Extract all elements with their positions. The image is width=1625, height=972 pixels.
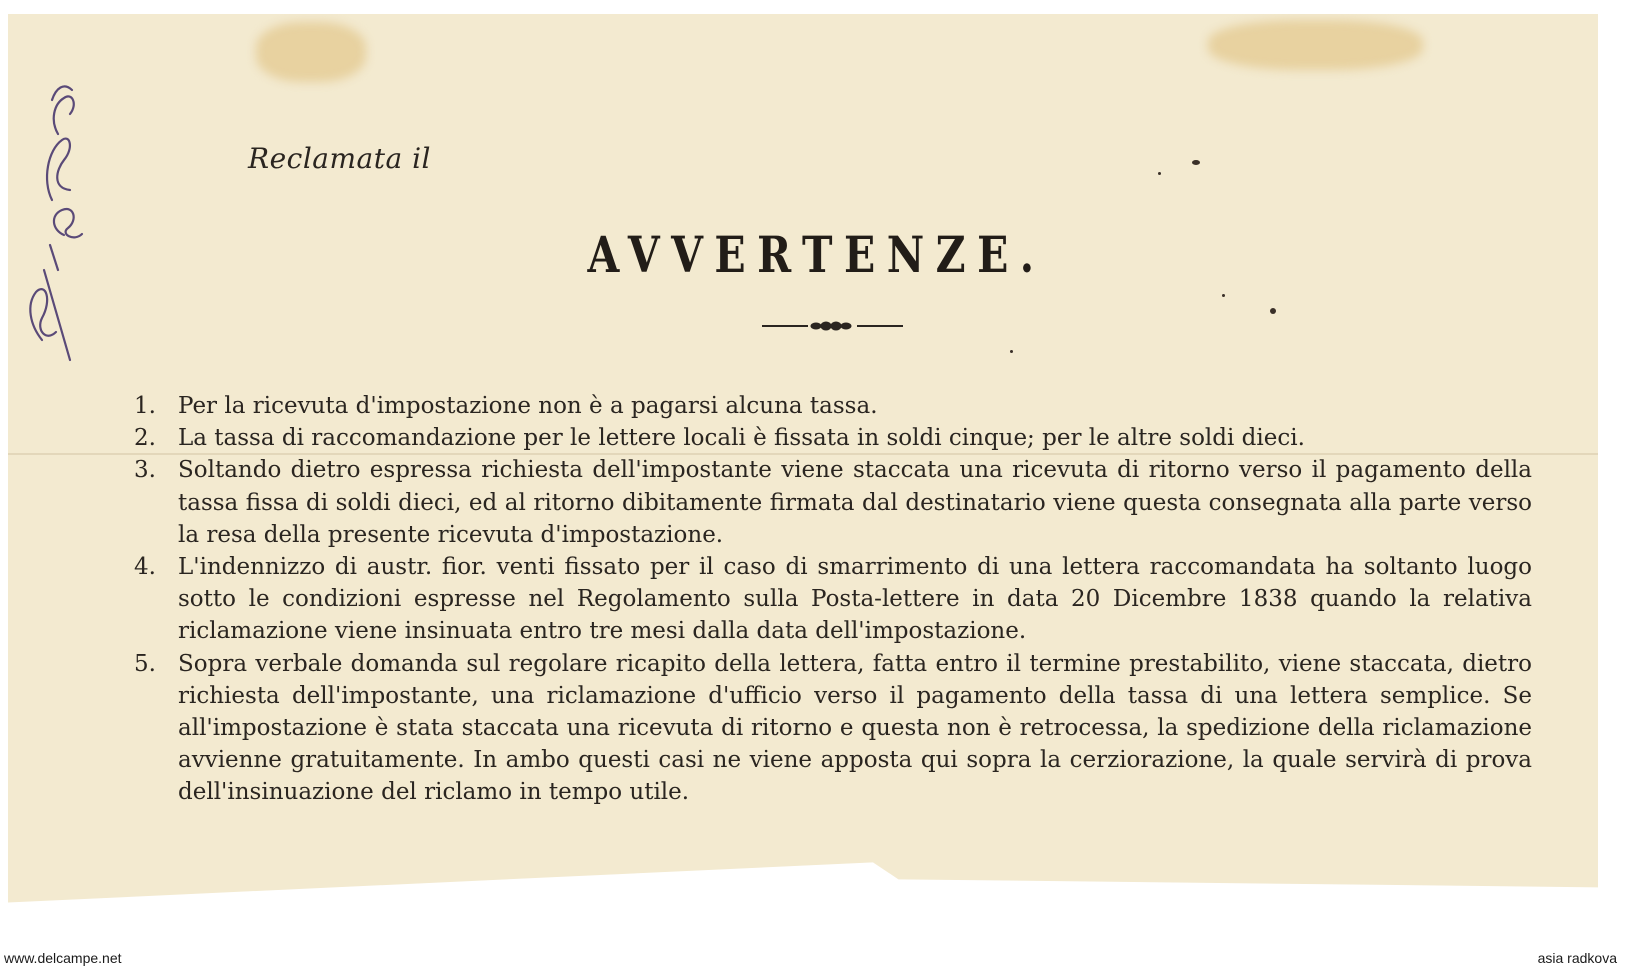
paper-stain — [1208, 20, 1423, 70]
item-text: L'indennizzo di austr. fior. venti fissato per il caso di smarrimento di una lettera raccomandata ha soltanto luogo sotto le condizioni espresse nel Regolamento sulla Posta-lettere in data 20 Dicembre 1838 quando la relativa riclamazione viene insinuata entro tre mesi dalla data dell'impostazione. — [178, 554, 1532, 645]
list-item — [134, 648, 1532, 809]
list-item — [134, 390, 1532, 422]
list-item — [134, 551, 1532, 648]
seller-name: asia radkova — [1537, 950, 1617, 966]
ink-speck — [1010, 350, 1013, 353]
reclamata-label: Reclamata il — [248, 142, 431, 175]
ornament-divider-icon — [760, 318, 905, 334]
list-item — [134, 454, 1532, 551]
paper-stain — [256, 22, 366, 82]
list-item — [134, 422, 1532, 454]
item-number: 2. — [134, 425, 156, 452]
source-watermark: www.delcampe.net — [4, 950, 122, 966]
item-number: 3. — [134, 457, 156, 484]
item-text: Soltando dietro espressa richiesta dell'impostante viene staccata una ricevuta di ritorno verso il pagamento della tassa fissa di soldi dieci, ed al ritorno dibitamente firmata dal destinatario viene questa consegnata alla parte verso la resa della presente ricevuta d'impostazione. — [178, 457, 1532, 548]
item-number: 4. — [134, 554, 156, 581]
item-number: 1. — [134, 393, 156, 419]
item-number: 5. — [134, 650, 156, 677]
page-title: AVVERTENZE. — [587, 225, 1046, 284]
item-text: La tassa di raccomandazione per le lettere locali è fissata in soldi cinque; per le altre soldi dieci. — [178, 425, 1305, 452]
handwritten-notation-icon — [12, 70, 92, 370]
ink-speck — [1158, 172, 1161, 175]
notice-list — [134, 390, 1532, 809]
ink-speck — [1222, 294, 1225, 297]
ink-speck — [1192, 160, 1200, 165]
item-text: Sopra verbale domanda sul regolare ricapito della lettera, fatta entro il termine prestabilito, viene staccata, dietro richiesta dell'impostante, una riclamazione d'ufficio verso il pagamento della tassa di una lettera semplice. Se all'impostazione è stata staccata una ricevuta di ritorno e questa non è retrocessa, la spedizione della riclamazione avvienne gratuitamente. In ambo questi casi ne viene apposta qui sopra la cerziorazione, la quale servirà di prova dell'insinuazione del riclamo in tempo utile. — [178, 650, 1532, 806]
item-text: Per la ricevuta d'impostazione non è a pagarsi alcuna tassa. — [178, 393, 878, 419]
ink-speck — [1270, 308, 1276, 314]
